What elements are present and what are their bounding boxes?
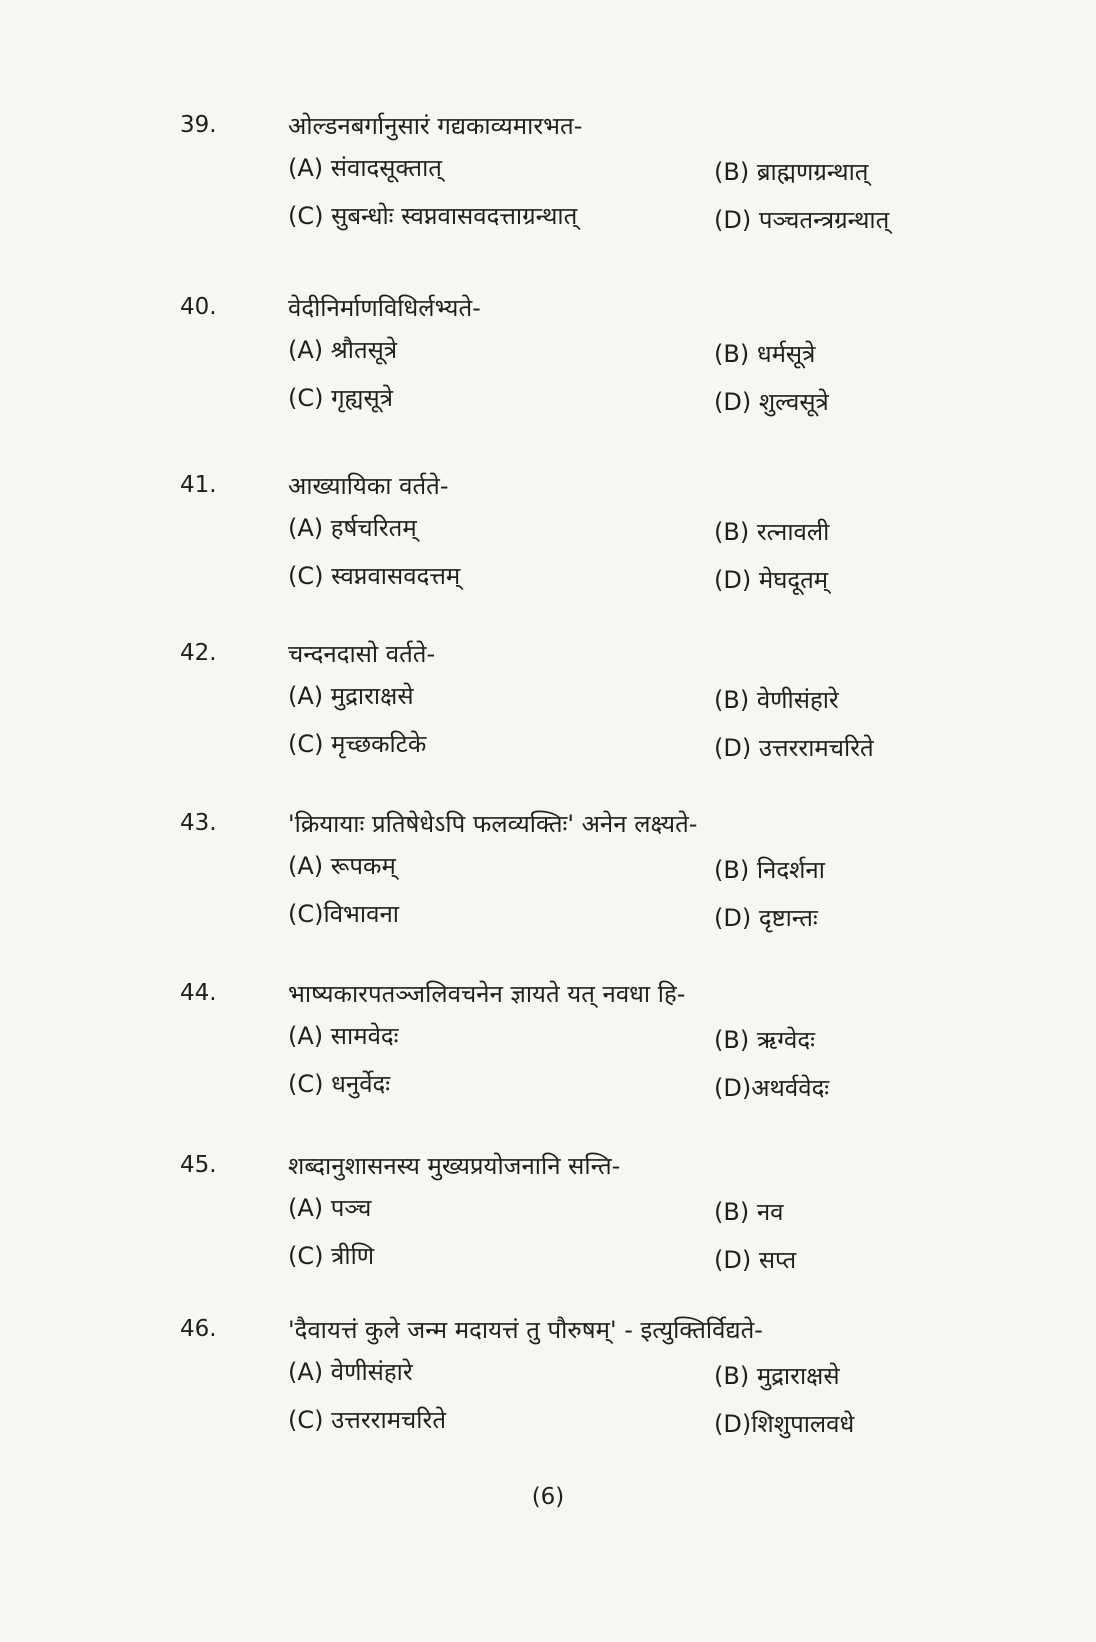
question-text: ओल्डनबर्गानुसारं गद्यकाव्यमारभत-: [288, 112, 583, 140]
question-42: [0, 638, 1096, 788]
option-c: (C) उत्तररामचरिते: [288, 1406, 447, 1434]
option-a: (A) पञ्च: [288, 1194, 372, 1222]
option-b: (B) ऋग्वेदः: [714, 1026, 815, 1054]
question-number: 43.: [180, 810, 217, 836]
question-text: भाष्यकारपतञ्जलिवचनेन ज्ञायते यत् नवधा हि-: [288, 980, 686, 1008]
option-a: (A) सामवेदः: [288, 1022, 399, 1050]
option-a: (A) वेणीसंहारे: [288, 1358, 413, 1386]
option-c: (C) मृच्छकटिके: [288, 730, 427, 758]
option-a: (A) मुद्राराक्षसे: [288, 682, 414, 710]
option-d: (D) पञ्चतन्त्रग्रन्थात्: [714, 206, 890, 234]
option-d: (D)शिशुपालवधे: [714, 1410, 855, 1438]
option-c: (C) गृह्यसूत्रे: [288, 384, 393, 412]
option-c: (C) त्रीणि: [288, 1242, 375, 1270]
question-number: 41.: [180, 472, 217, 498]
option-b: (B) नव: [714, 1198, 784, 1226]
option-d: (D) दृष्टान्तः: [714, 904, 818, 932]
question-number: 44.: [180, 980, 217, 1006]
option-b: (B) निदर्शना: [714, 856, 825, 884]
question-text: शब्दानुशासनस्य मुख्यप्रयोजनानि सन्ति-: [288, 1152, 621, 1180]
question-41: [0, 470, 1096, 620]
option-a: (A) हर्षचरितम्: [288, 514, 417, 542]
option-d: (D) सप्त: [714, 1246, 797, 1274]
option-c: (C)विभावना: [288, 900, 400, 928]
question-number: 46.: [180, 1316, 217, 1342]
question-number: 45.: [180, 1152, 217, 1178]
option-a: (A) संवादसूक्तात्: [288, 154, 442, 182]
question-39: [0, 110, 1096, 260]
option-d: (D) मेघदूतम्: [714, 566, 829, 594]
option-b: (B) मुद्राराक्षसे: [714, 1362, 840, 1390]
question-44: [0, 978, 1096, 1128]
question-text: चन्दनदासो वर्तते-: [288, 640, 436, 668]
question-40: [0, 292, 1096, 442]
option-b: (B) ब्राह्मणग्रन्थात्: [714, 158, 869, 186]
question-number: 42.: [180, 640, 217, 666]
question-text: 'दैवायत्तं कुले जन्म मदायत्तं तु पौरुषम्' - इत्युक्तिर्विद्यते-: [288, 1316, 763, 1344]
page-number: (6): [531, 1484, 565, 1510]
option-d: (D) उत्तररामचरिते: [714, 734, 874, 762]
question-text: आख्यायिका वर्तते-: [288, 472, 449, 500]
option-b: (B) धर्मसूत्रे: [714, 340, 816, 368]
option-a: (A) श्रौतसूत्रे: [288, 336, 398, 364]
option-d: (D) शुल्वसूत्रे: [714, 388, 829, 416]
question-text: 'क्रियायाः प्रतिषेधेऽपि फलव्यक्तिः' अनेन लक्ष्यते-: [288, 810, 698, 838]
question-43: [0, 808, 1096, 958]
option-b: (B) वेणीसंहारे: [714, 686, 839, 714]
question-number: 39.: [180, 112, 217, 138]
question-46: [0, 1314, 1096, 1464]
option-c: (C) धनुर्वेदः: [288, 1070, 391, 1098]
option-c: (C) सुबन्धोः स्वप्नवासवदत्ताग्रन्थात्: [288, 202, 578, 230]
option-a: (A) रूपकम्: [288, 852, 396, 880]
question-text: वेदीनिर्माणविधिर्लभ्यते-: [288, 294, 481, 322]
question-number: 40.: [180, 294, 217, 320]
option-b: (B) रत्नावली: [714, 518, 830, 546]
option-d: (D)अथर्ववेदः: [714, 1074, 830, 1102]
option-c: (C) स्वप्नवासवदत्तम्: [288, 562, 461, 590]
question-45: [0, 1150, 1096, 1300]
